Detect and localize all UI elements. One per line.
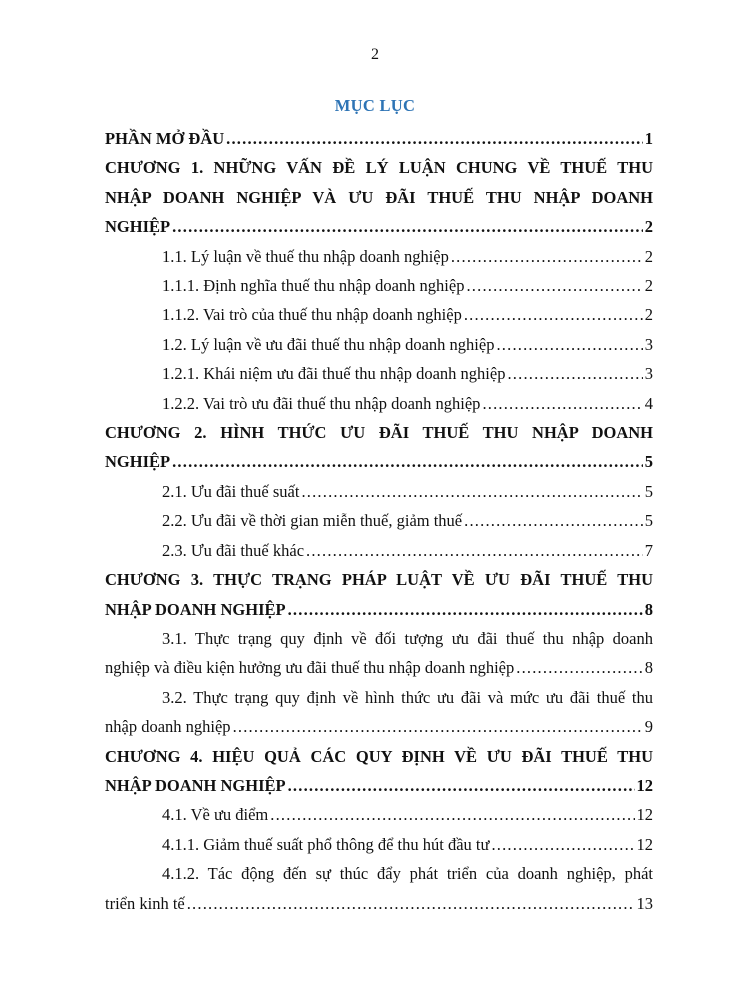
- toc-entry-page-number: 3: [644, 364, 653, 384]
- toc-entry-title: NHẬP DOANH NGHIỆP: [105, 599, 286, 619]
- toc-entry-page-number: 8: [644, 658, 653, 678]
- toc-entry-leader-line: [105, 330, 653, 359]
- toc-entry: [105, 153, 653, 241]
- toc-entry-title: NGHIỆP: [105, 452, 171, 472]
- toc-entry-title: 4.1.1. Giảm thuế suất phổ thông để thu hút đầu tư: [162, 834, 490, 854]
- toc-entry: [105, 477, 653, 506]
- toc-entry: [105, 624, 653, 683]
- dot-leader: [270, 800, 634, 829]
- toc-entry-leader-line: [105, 242, 653, 271]
- toc-entry: [105, 389, 653, 418]
- toc-entry: [105, 859, 653, 918]
- dot-leader: [482, 389, 642, 418]
- toc-entry-text-line: 4.1.2. Tác động đến sự thúc đẩy phát triển của doanh nghiệp, phát: [162, 864, 653, 884]
- toc-entry-text-line: NHẬP DOANH NGHIỆP VÀ ƯU ĐÃI THUẾ THU NHẬP DOANH: [105, 187, 653, 207]
- toc-entry-title: triển kinh tế: [105, 893, 185, 913]
- toc-entry-page-number: 12: [636, 775, 653, 795]
- toc-entry-leader-line: [105, 124, 653, 153]
- toc-entry-leader-line: [105, 771, 653, 800]
- toc-entry-title: 2.1. Ưu đãi thuế suất: [162, 481, 300, 501]
- toc-entry: [105, 124, 653, 153]
- toc-entry-leader-line: [105, 595, 653, 624]
- table-of-contents: [105, 124, 653, 918]
- toc-entry-title: PHẦN MỞ ĐẦU: [105, 129, 225, 148]
- toc-entry-leader-line: [105, 800, 653, 829]
- toc-entry-page-number: 9: [644, 717, 653, 737]
- toc-entry-title: NHẬP DOANH NGHIỆP: [105, 775, 286, 795]
- toc-entry-title: 2.3. Ưu đãi thuế khác: [162, 540, 305, 560]
- toc-entry-page-number: 8: [644, 599, 653, 619]
- toc-entry: [105, 830, 653, 859]
- dot-leader: [306, 536, 643, 565]
- toc-entry: [105, 418, 653, 477]
- toc-entry-title: 1.2.2. Vai trò ưu đãi thuế thu nhập doanh nghiệp: [162, 393, 481, 413]
- dot-leader: [301, 477, 642, 506]
- dot-leader: [491, 830, 634, 859]
- dot-leader: [288, 595, 643, 624]
- toc-title: MỤC LỤC: [334, 96, 416, 115]
- toc-entry-page-number: 5: [644, 481, 653, 501]
- toc-entry-leader-line: [105, 300, 653, 329]
- toc-entry-page-number: 5: [644, 511, 653, 531]
- dot-leader: [226, 124, 643, 153]
- toc-entry-text-line: 3.1. Thực trạng quy định về đối tượng ưu đãi thuế thu nhập doanh: [162, 628, 653, 648]
- toc-entry-text-line: CHƯƠNG 1. NHỮNG VẤN ĐỀ LÝ LUẬN CHUNG VỀ THUẾ THU: [105, 158, 653, 178]
- toc-entry-page-number: 2: [644, 246, 653, 266]
- dot-leader: [288, 771, 635, 800]
- toc-entry-leader-line: [105, 447, 653, 476]
- toc-entry-page-number: 2: [644, 305, 653, 325]
- toc-entry-title: nghiệp và điều kiện hưởng ưu đãi thuế thu nhập doanh nghiệp: [105, 658, 515, 678]
- toc-entry: [105, 271, 653, 300]
- toc-entry: [105, 506, 653, 535]
- toc-entry-page-number: 2: [644, 217, 653, 237]
- toc-entry-leader-line: [105, 359, 653, 388]
- toc-entry-title: 4.1. Về ưu điểm: [162, 805, 269, 825]
- dot-leader: [496, 330, 642, 359]
- toc-entry-page-number: 7: [644, 540, 653, 560]
- toc-entry-text-line: 3.2. Thực trạng quy định về hình thức ưu đãi và mức ưu đãi thuế thu: [162, 687, 653, 707]
- toc-entry: [105, 330, 653, 359]
- dot-leader: [516, 653, 643, 682]
- dot-leader: [464, 506, 643, 535]
- toc-entry-page-number: 1: [644, 129, 653, 148]
- toc-entry-text-line: CHƯƠNG 4. HIỆU QUẢ CÁC QUY ĐỊNH VỀ ƯU ĐÃI THUẾ THU: [105, 746, 653, 766]
- toc-entry-leader-line: [105, 712, 653, 741]
- toc-entry-leader-line: [105, 506, 653, 535]
- toc-entry-leader-line: [105, 889, 653, 918]
- toc-entry-leader-line: [105, 271, 653, 300]
- dot-leader: [187, 889, 635, 918]
- dot-leader: [507, 359, 642, 388]
- toc-entry-leader-line: [105, 477, 653, 506]
- dot-leader: [233, 712, 643, 741]
- dot-leader: [172, 212, 643, 241]
- toc-entry-title: 1.1. Lý luận về thuế thu nhập doanh nghiệp: [162, 246, 449, 266]
- toc-entry-page-number: 12: [636, 834, 653, 854]
- toc-entry-text-line: CHƯƠNG 2. HÌNH THỨC ƯU ĐÃI THUẾ THU NHẬP DOANH: [105, 423, 653, 443]
- toc-entry: [105, 300, 653, 329]
- toc-entry: [105, 683, 653, 742]
- toc-entry-title: 1.2.1. Khái niệm ưu đãi thuế thu nhập doanh nghiệp: [162, 364, 506, 384]
- toc-entry-title: NGHIỆP: [105, 217, 171, 237]
- toc-entry: [105, 359, 653, 388]
- toc-entry-page-number: 2: [644, 276, 653, 296]
- toc-entry: [105, 742, 653, 801]
- dot-leader: [464, 300, 643, 329]
- toc-entry-page-number: 13: [636, 893, 653, 913]
- toc-entry: [105, 242, 653, 271]
- toc-entry-leader-line: [105, 653, 653, 682]
- page-number: 2: [371, 46, 379, 63]
- toc-entry-title: 1.2. Lý luận về ưu đãi thuế thu nhập doanh nghiệp: [162, 334, 495, 354]
- toc-entry-leader-line: [105, 212, 653, 241]
- dot-leader: [451, 242, 643, 271]
- toc-entry-title: 1.1.2. Vai trò của thuế thu nhập doanh nghiệp: [162, 305, 462, 325]
- toc-entry-page-number: 5: [644, 452, 653, 472]
- toc-entry: [105, 800, 653, 829]
- toc-entry-page-number: 4: [644, 393, 653, 413]
- dot-leader: [466, 271, 642, 300]
- toc-entry-title: 1.1.1. Định nghĩa thuế thu nhập doanh nghiệp: [162, 276, 465, 296]
- toc-entry-leader-line: [105, 830, 653, 859]
- toc-entry-page-number: 12: [636, 805, 653, 825]
- toc-entry-text-line: CHƯƠNG 3. THỰC TRẠNG PHÁP LUẬT VỀ ƯU ĐÃI THUẾ THU: [105, 570, 653, 590]
- toc-entry-page-number: 3: [644, 334, 653, 354]
- toc-entry-leader-line: [105, 536, 653, 565]
- toc-entry: [105, 536, 653, 565]
- toc-entry-title: 2.2. Ưu đãi về thời gian miễn thuế, giảm thuế: [162, 511, 463, 531]
- toc-entry-title: nhập doanh nghiệp: [105, 717, 231, 737]
- toc-entry-leader-line: [105, 389, 653, 418]
- dot-leader: [172, 447, 643, 476]
- toc-entry: [105, 565, 653, 624]
